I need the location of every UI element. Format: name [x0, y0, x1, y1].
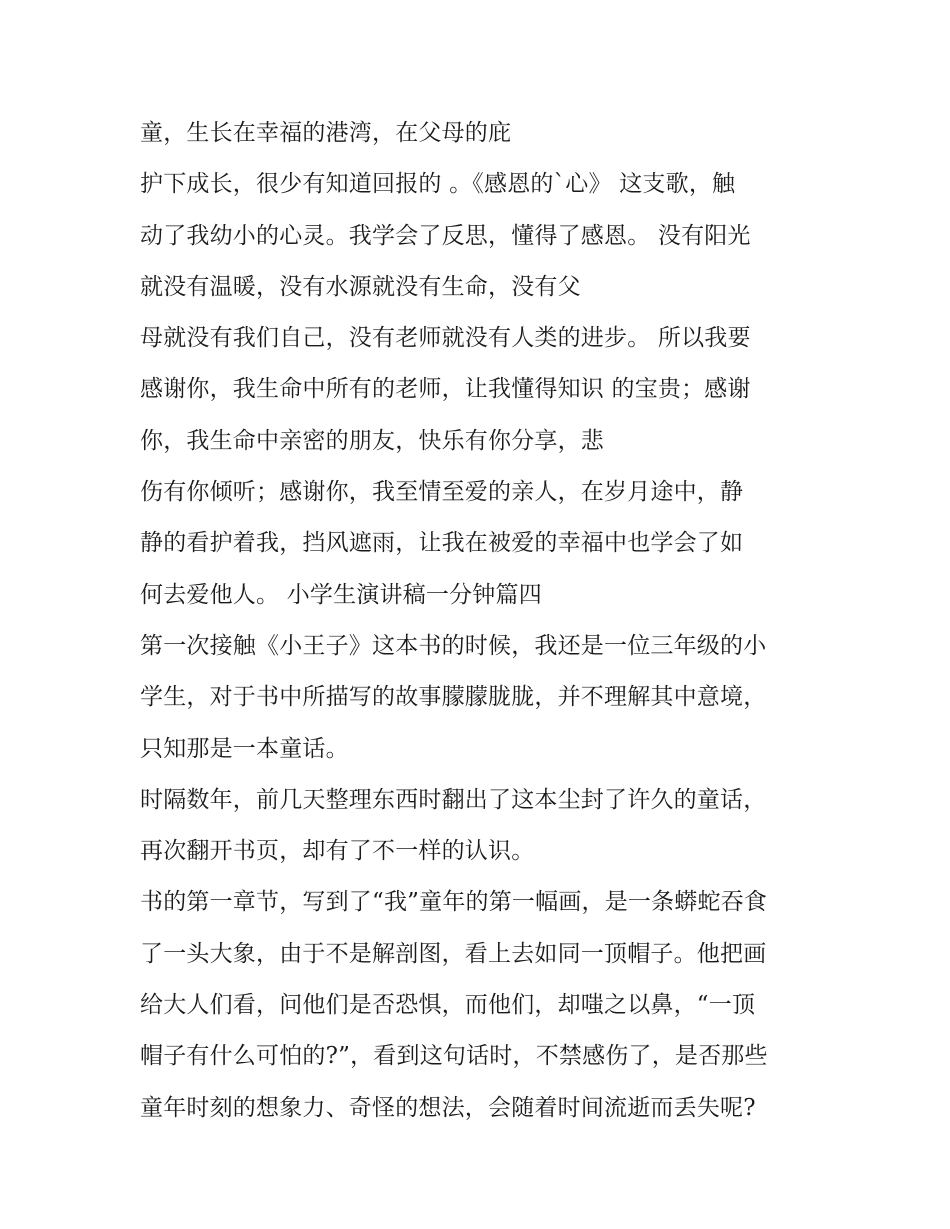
- text-line: 何去爱他人。 小学生演讲稿一分钟篇四: [140, 581, 542, 608]
- text-line: 静的看护着我，挡风遮雨，让我在被爱的幸福中也学会了如: [140, 530, 744, 557]
- text-line: 母就没有我们自己，没有老师就没有人类的进步。 所以我要: [140, 325, 751, 352]
- body-text: [140, 108, 840, 1134]
- text-line: 了一头大象，由于不是解剖图，看上去如同一顶帽子。他把画: [140, 940, 767, 967]
- text-line: 只知那是一本童话。: [140, 735, 349, 762]
- text-line: 童年时刻的想象力、奇怪的想法，会随着时间流逝而丢失呢?: [140, 1094, 756, 1121]
- text-line: 给大人们看，问他们是否恐惧，而他们，却嗤之以鼻，“一顶: [140, 992, 756, 1019]
- text-line: 动了我幼小的心灵。我学会了反思，懂得了感恩。 没有阳光: [140, 222, 751, 249]
- text-line: 第一次接触《小王子》这本书的时候，我还是一位三年级的小: [140, 632, 767, 659]
- text-line: 你，我生命中亲密的朋友，快乐有你分享，悲: [140, 427, 604, 454]
- text-line: 护下成长，很少有知道回报的 。《感恩的`心》 这支歌，触: [140, 171, 736, 198]
- text-line: 就没有温暖，没有水源就没有生命，没有父: [140, 273, 581, 300]
- text-line: 书的第一章节，写到了“我”童年的第一幅画，是一条蟒蛇吞食: [140, 889, 768, 916]
- text-line: 再次翻开书页，却有了不一样的认识。: [140, 838, 535, 865]
- text-line: 学生，对于书中所描写的故事朦朦胧胧，并不理解其中意境，: [140, 684, 767, 711]
- text-line: 感谢你，我生命中所有的老师，让我懂得知识 的宝贵；感谢: [140, 376, 751, 403]
- text-line: 时隔数年，前几天整理东西时翻出了这本尘封了许久的童话，: [140, 786, 767, 813]
- text-line: 伤有你倾听；感谢你，我至情至爱的亲人，在岁月途中，静: [140, 479, 744, 506]
- text-line: 帽子有什么可怕的?”，看到这句话时，不禁感伤了，是否那些: [140, 1043, 768, 1070]
- text-line: 童，生长在幸福的港湾，在父母的庇: [140, 120, 512, 146]
